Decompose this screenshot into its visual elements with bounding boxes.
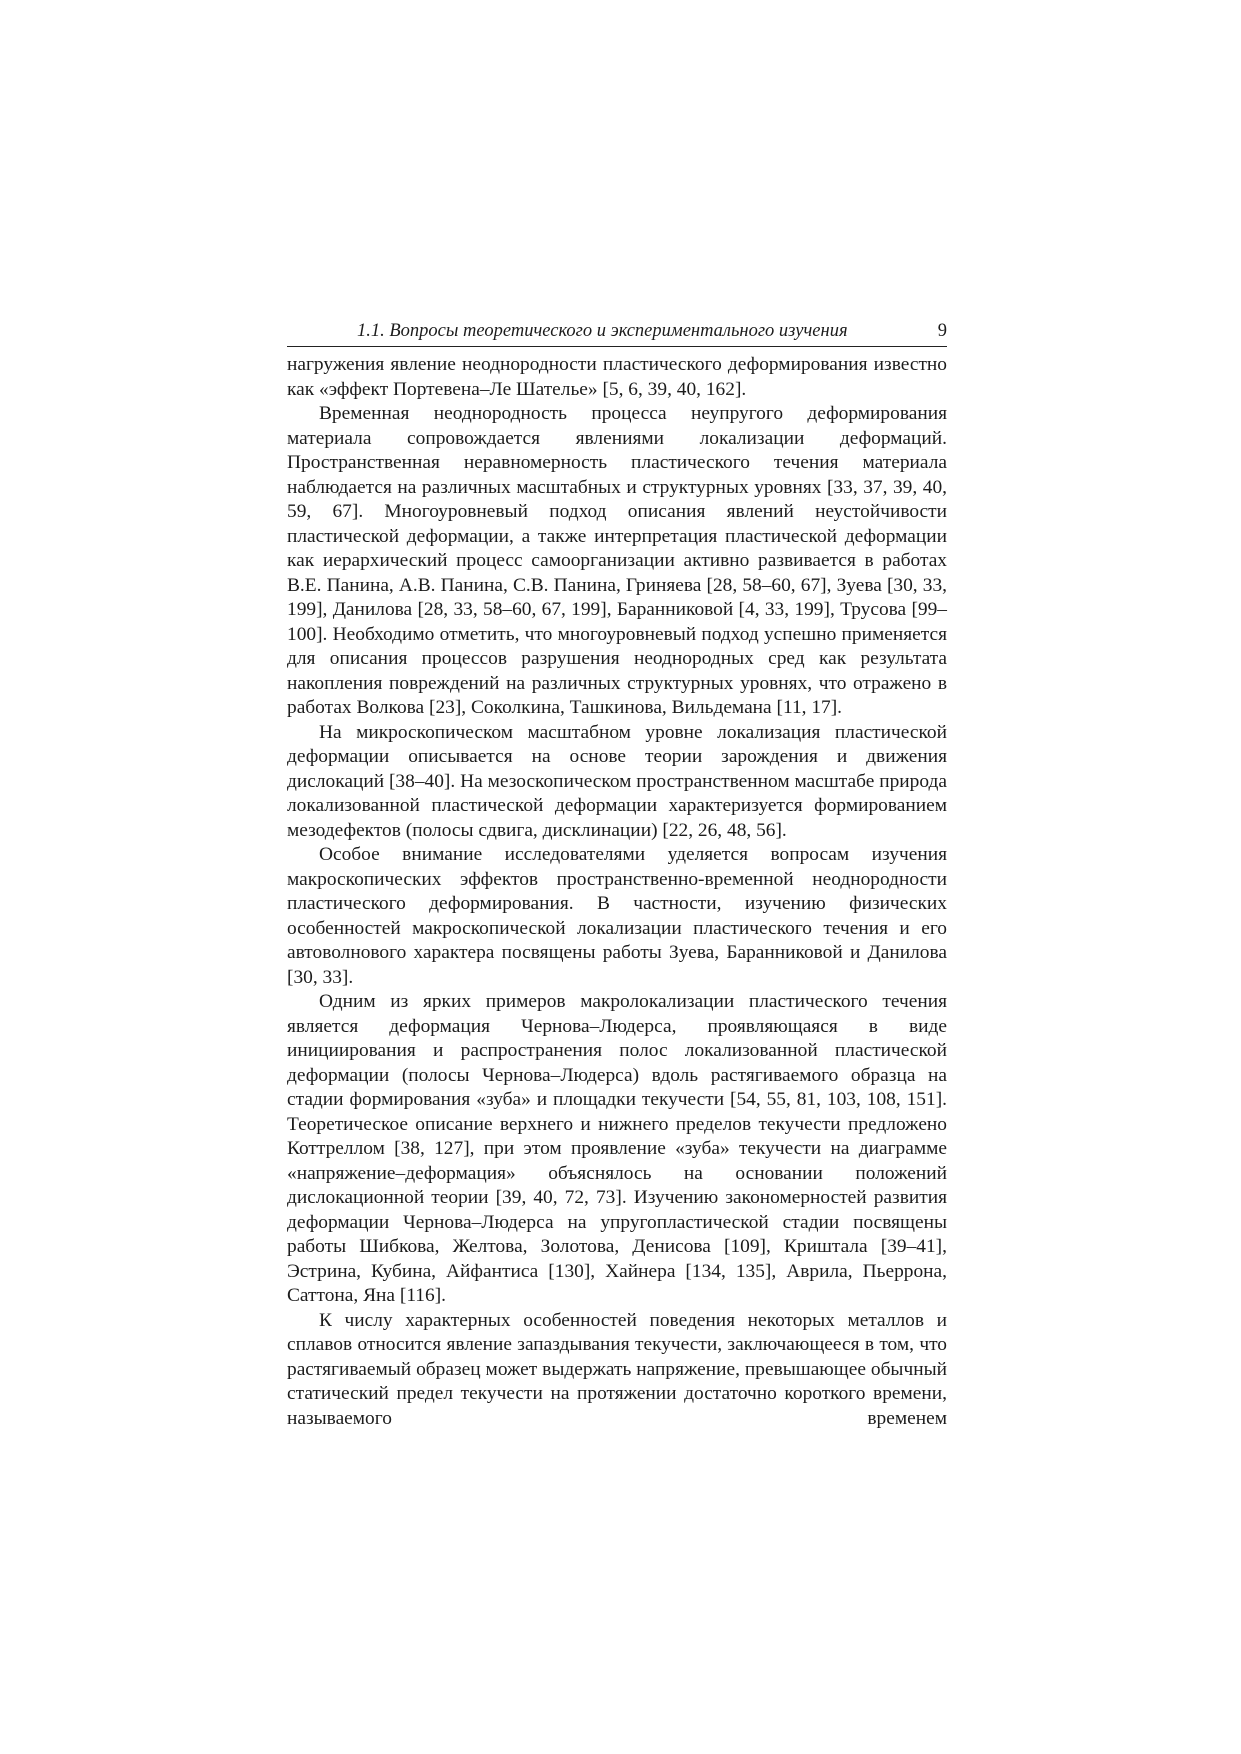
paragraph: Временная неоднородность процесса неупругого деформирования материала сопровождается явлениями локализации деформаций. Пространственная неравномерность пластического течения материала наблюдается на различных масштабных и структурных уровнях [33, 37, 39, 40, 59, 67]. Многоуровневый подход описания явлений неустойчивости пластической деформации, а также интерпретация пластической деформации как иерархический процесс самоорганизации активно развивается в работах В.Е. Панина, А.В. Панина, С.В. Панина, Гриняева [28, 58–60, 67], Зуева [30, 33, 199], Данилова [28, 33, 58–60, 67, 199], Баранниковой [4, 33, 199], Трусова [99–100]. Необходимо отметить, что многоуровневый подход успешно применяется для описания процессов разрушения неоднородных сред как результата накопления повреждений на различных структурных уровнях, что отражено в работах Волкова [23], Соколкина, Ташкинова, Вильдемана [11, 17].: [287, 403, 947, 718]
paragraph: Одним из ярких примеров макролокализации пластического течения является деформация Чернова–Людерса, проявляющаяся в виде инициирования и распространения полос локализованной пластической деформации (полосы Чернова–Людерса) вдоль растягиваемого образца на стадии формирования «зуба» и площадки текучести [54, 55, 81, 103, 108, 151]. Теоретическое описание верхнего и нижнего пределов текучести предложено Коттреллом [38, 127], при этом проявление «зуба» текучести на диаграмме «напряжение–деформация» объяснялось на основании положений дислокационной теории [39, 40, 72, 73]. Изучению закономерностей развития деформации Чернова–Людерса на упругопластической стадии посвящены работы Шибкова, Желтова, Золотова, Денисова [109], Криштала [39–41], Эстрина, Кубина, Айфантиса [130], Хайнера [134, 135], Аврила, Пьеррона, Саттона, Яна [116].: [287, 991, 947, 1306]
paragraph-continues: К числу характерных особенностей поведения некоторых металлов и сплавов относится явление запаздывания текучести, заключающееся в том, что растягиваемый образец может выдержать напряжение, превышающее обычный статический предел текучести на протяжении достаточно короткого времени, называемого временем: [287, 1309, 947, 1429]
page-number: 9: [937, 321, 947, 341]
paragraph: Особое внимание исследователями уделяется вопросам изучения макроскопических эффектов пространственно-временной неоднородности пластического деформирования. В частности, изучению физических особенностей макроскопической локализации пластического течения и его автоволнового характера посвящены работы Зуева, Баранниковой и Данилова [30, 33].: [287, 844, 947, 988]
book-page: [287, 318, 947, 1431]
running-head: [287, 318, 947, 347]
paragraph: На микроскопическом масштабном уровне локализация пластической деформации описывается на основе теории зарождения и движения дислокаций [38–40]. На мезоскопическом пространственном масштабе природа локализованной пластической деформации характеризуется формированием мезодефектов (полосы сдвига, дисклинации) [22, 26, 48, 56].: [287, 721, 947, 841]
body-text: [287, 353, 947, 1431]
paragraph-continued: нагружения явление неоднородности пластического деформирования известно как «эффект Портевена–Ле Шателье» [5, 6, 39, 40, 162].: [287, 354, 947, 400]
running-head-title: 1.1. Вопросы теоретического и экспериментального изучения: [357, 321, 848, 341]
